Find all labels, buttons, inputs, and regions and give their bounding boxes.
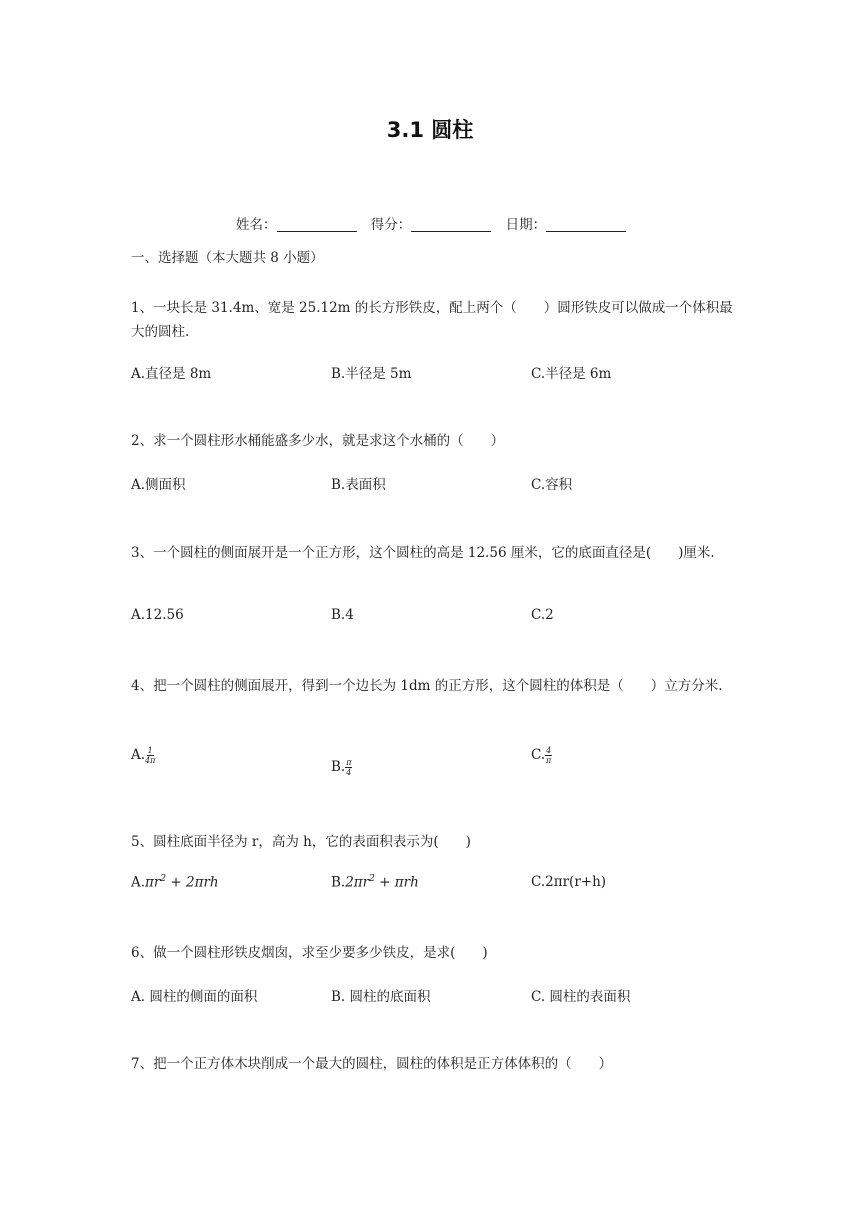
question-4: 4、把一个圆柱的侧面展开，得到一个边长为 1dm 的正方形，这个圆柱的体积是（ ）立方分米. [131, 678, 723, 694]
option-prefix: A. [131, 874, 146, 891]
question-2-option-a: A.侧面积 [131, 477, 186, 493]
fraction-denominator: π [546, 756, 552, 765]
question-1-option-a: A.直径是 8m [131, 366, 212, 382]
question-6: 6、做一个圆柱形铁皮烟囱，求至少要多少铁皮，是求( ) [131, 945, 488, 961]
question-6-option-c: C. 圆柱的表面积 [531, 989, 631, 1005]
option-prefix: B. [331, 759, 346, 775]
name-label: 姓名： [236, 217, 277, 233]
question-2-option-b: B.表面积 [331, 477, 386, 493]
score-label: 得分： [370, 217, 412, 233]
name-blank[interactable] [277, 217, 357, 232]
question-1-option-c: C.半径是 6m [531, 366, 612, 382]
fraction [545, 746, 552, 765]
question-4-option-c [531, 746, 552, 765]
formula-term: πr [145, 874, 161, 891]
option-prefix: B. [331, 874, 346, 891]
question-7: 7、把一个正方体木块削成一个最大的圆柱，圆柱的体积是正方体体积的（ ） [131, 1056, 613, 1072]
question-5: 5、圆柱底面半径为 r，高为 h，它的表面积表示为( ) [131, 834, 471, 850]
question-1-option-b: B.半径是 5m [331, 366, 412, 382]
fraction-denominator: 4 [346, 768, 352, 777]
question-6-option-a: A. 圆柱的侧面的面积 [131, 989, 258, 1005]
question-3-option-c: C.2 [531, 607, 554, 623]
formula-term: + πrh [374, 874, 419, 891]
option-prefix: C. [531, 747, 546, 763]
fraction [345, 758, 352, 777]
score-blank[interactable] [411, 217, 491, 232]
formula-term: + 2πrh [166, 874, 219, 891]
date-blank[interactable] [546, 217, 626, 232]
question-5-option-a [131, 874, 219, 891]
question-3: 3、一个圆柱的侧面展开是一个正方形，这个圆柱的高是 12.56 厘米，它的底面直径是( )厘米. [131, 545, 715, 561]
question-3-option-b: B.4 [331, 607, 354, 623]
question-1: 1、一块长是 31.4m、宽是 25.12m 的长方形铁皮，配上两个（ ）圆形铁皮可以做成一个体积最大的圆柱. [131, 300, 733, 340]
formula-term: 2πr [345, 874, 370, 891]
fraction [145, 746, 155, 765]
formula-exponent: 2 [160, 874, 167, 884]
fraction-numerator: π [346, 758, 352, 767]
fraction-denominator: 4π [145, 756, 156, 765]
question-6-option-b: B. 圆柱的底面积 [331, 989, 431, 1005]
question-5-option-c: C.2πr(r+h) [531, 874, 607, 890]
question-2: 2、求一个圆柱形水桶能盛多少水，就是求这个水桶的（ ） [131, 433, 505, 449]
question-5-option-b [331, 874, 419, 891]
page-title: 3.1 圆柱 [386, 118, 474, 142]
question-2-option-c: C.容积 [531, 477, 573, 493]
question-3-option-a: A.12.56 [131, 607, 184, 623]
student-info-row [236, 213, 636, 233]
question-4-option-b [331, 758, 352, 777]
fraction-numerator: 1 [147, 746, 153, 755]
question-4-option-a [131, 746, 155, 765]
fraction-numerator: 4 [546, 746, 552, 755]
section-heading: 一、选择题（本大题共 8 小题） [131, 250, 324, 266]
option-prefix: A. [131, 747, 146, 763]
date-label: 日期： [505, 217, 547, 233]
formula-exponent: 2 [369, 874, 375, 884]
